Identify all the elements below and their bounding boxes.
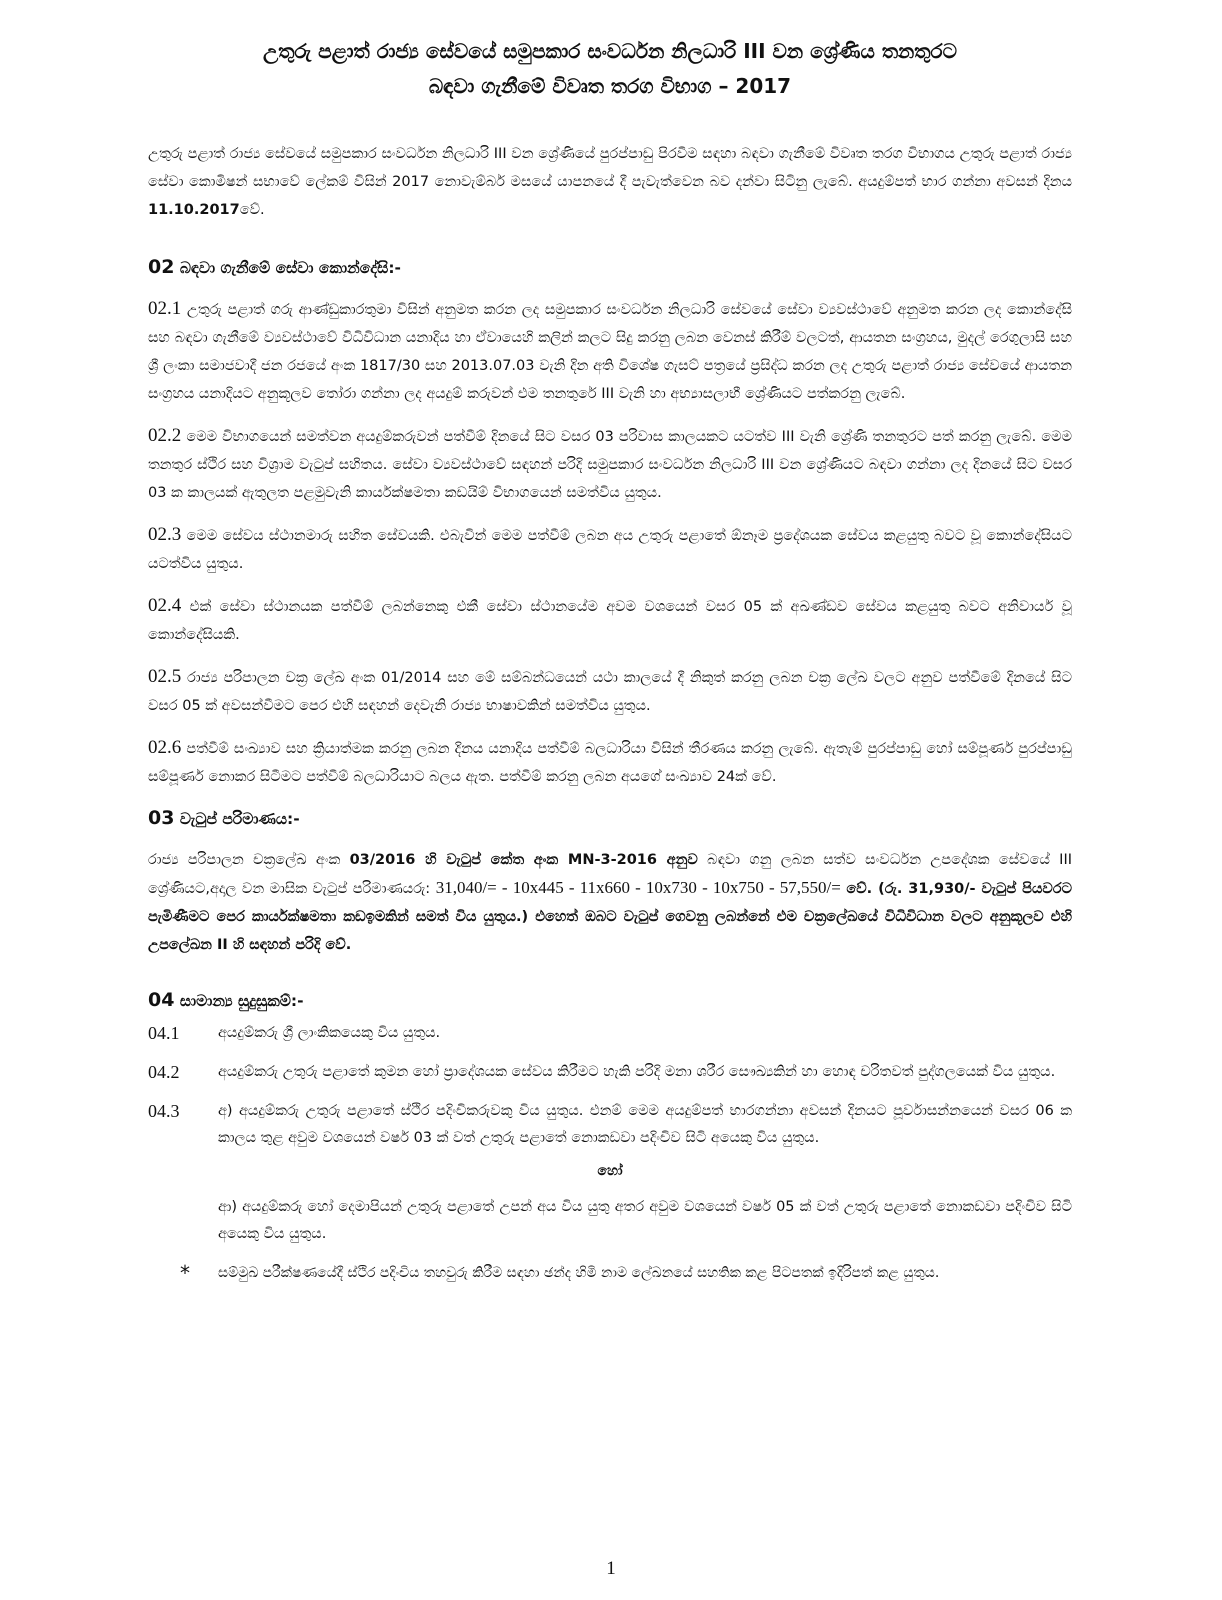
section-02-heading xyxy=(148,254,1072,281)
salary-scale: 31,040/= - 10x445 - 11x660 - 10x730 - 10x750 - 57,550/= xyxy=(435,878,841,897)
clause-text: අයදුම්කරු ශ්‍රී ලාංකිකයෙකු විය යුතුය. xyxy=(218,1025,441,1041)
page-number: 1 xyxy=(606,1558,616,1579)
clause-04-3 xyxy=(148,1098,1072,1152)
salary-text-d: වේ. (රු. 31,930/- වැටුප් පියවරට පැමිණීමට පෙර කාර්යක්ෂමතා කඩඉමකින් සමත් විය යුතුය.) එහෙත් ඔබට වැටුප් ගෙවනු ලබන්නේ එම චක්‍රලේඛයේ විධිවිධාන වලට අනුකූලව එහි උපලේඛන II හි සඳහන් පරිදි වේ. xyxy=(148,881,1073,953)
clause-number: 04.1 xyxy=(148,1023,180,1043)
salary-scale-paragraph xyxy=(148,846,1072,959)
intro-text: උතුරු පළාත් රාජ්‍ය සේවයේ සමුපකාර සංවර්ධන නිලධාරි III වන ශ්‍රේණියේ පුරප්පාඩු පිරවීම සඳහා බඳවා ගැනීමේ විවෘත තරග විභාගය උතුරු පළාත් රාජ්‍ය සේවා කොමිෂන් සභාවේ ලේකම් විසින් 2017 නොවැම්බර් මසයේ යාපනයේ දී පැවැත්වෙන බව දන්වා සිටිනු ලැබේ. අයදුම්පත් භාර ගන්නා අවසන් දිනය xyxy=(148,146,1072,190)
clause-number: 02.5 xyxy=(148,666,182,687)
section-04-heading xyxy=(148,987,1072,1014)
clause-text: උතුරු පළාත් ගරු ආණ්ඩුකාරතුමා විසින් අනුමත කරන ලද සමුපකාර සංවර්ධන නිලධාරි සේවයේ සේවා ව්‍යවස්ථාවේ අනුමත කරන ලද කොන්දේසි සහ බඳවා ගැනීමේ ව්‍යවස්ථාවේ විධිවිධාන යනාදිය හා ඒවායෙහි කලින් කලට සිදු කරනු ලබන වෙනස් කිරීම් වලටත්, ආයතන සංග්‍රහය, මුදල් රෙගුලාසි සහ ශ්‍රී ලංකා සමාජවාදී ජන රජයේ අංක 1817/30 සහ 2013.07.03 වැනි දින අති විශේෂ ගැසට් පත්‍රයේ ප්‍රසිද්ධ කරන ලද උතුරු පළාත් රාජ්‍ය සේවයේ ආයතන සංග්‍රහය යනාදියට අනුකූලව තෝරා ගන්නා ලද අයදුම් කරුවන් එම තනතුරේ III වැනි හා අභ්‍යාසලාභී ශ්‍රේණියට පත්කරනු ලැබේ. xyxy=(148,302,1072,402)
footnote-mark: * xyxy=(180,1261,190,1285)
section-02-title: බඳවා ගැනීමේ සේවා කොන්දේසි:- xyxy=(179,259,401,277)
title-line-2: බඳවා ගැනීමේ විවෘත තරග විභාග – 2017 xyxy=(428,74,792,98)
closing-date: 11.10.2017 xyxy=(148,202,240,218)
clause-04-1 xyxy=(148,1020,1072,1047)
salary-code: 03/2016 හි වැටුප් කේත අංක MN-3-2016 අනුව xyxy=(349,852,698,868)
or-label: හෝ xyxy=(597,1163,623,1179)
clause-02-1 xyxy=(148,295,1072,408)
clause-number: 02.4 xyxy=(148,595,182,616)
clause-number: 04.2 xyxy=(148,1062,180,1082)
clause-04-2 xyxy=(148,1059,1072,1086)
footnote xyxy=(148,1260,1072,1286)
clause-text: ආ) අයදුම්කරු හෝ දෙමාපියන් උතුරු පළාතේ උපන් අය විය යුතු අතර අවුම වශයෙන් වර්ෂ 05 ක් වත් උතුරු පළාතේ නොකඩවා පදිංචිව සිටි අයෙකු විය යුතුය. xyxy=(218,1199,1072,1242)
clause-number: 02.3 xyxy=(148,524,182,545)
clause-02-5 xyxy=(148,663,1072,720)
clause-text: මෙම සේවය ස්ථානමාරු සහිත සේවයකි. එබැවින් මෙම පත්වීම් ලබන අය උතුරු පළාතේ ඕනෑම ප්‍රදේශයක සේවය කළයුතු බවට වූ කොන්දේසියට යටත්විය යුතුය. xyxy=(148,528,1072,572)
clause-text: අයදුම්කරු උතුරු පළාතේ කුමන හෝ ප්‍රාදේශයක සේවය කිරීමට හැකි පරිදි මනා ශරීර සෞඛ්‍යකින් හා හොඳ චරිතවත් පුද්ගලයෙක් විය යුතුය. xyxy=(218,1064,1056,1080)
clause-04-3-b xyxy=(148,1194,1072,1248)
section-03-heading xyxy=(148,805,1072,832)
document-title xyxy=(148,34,1072,104)
clause-number: 02.2 xyxy=(148,425,182,446)
clause-02-6 xyxy=(148,734,1072,791)
clause-text: පත්වීම් සංඛ්‍යාව සහ ක්‍රියාත්මක කරනු ලබන දිනය යනාදිය පත්වීම් බලධාරියා විසින් තීරණය කරනු ලැබේ. ඇතැම් පුරප්පාඩු හෝ සම්පූර්ණ පුරප්පාඩු සම්පූර්ණ නොකර සිටීමට පත්වීම් බලධාරියාට බලය ඇත. පත්වීම් කරනු ලබන අයගේ සංඛ්‍යාව 24ක් වේ. xyxy=(148,741,1073,785)
clause-number: 04.3 xyxy=(148,1101,180,1121)
clause-number: 02.1 xyxy=(148,298,182,319)
section-03-number: 03 xyxy=(148,807,175,829)
section-03-title: වැටුප් පරිමාණය:- xyxy=(179,810,300,828)
salary-text-a: රාජ්‍ය පරිපාලන චක්‍රලේඛ අංක xyxy=(148,852,341,868)
clause-number: 02.6 xyxy=(148,737,182,758)
section-04-title: සාමාන්‍ය සුදුසුකම්:- xyxy=(179,992,304,1010)
section-02-number: 02 xyxy=(148,256,175,278)
clause-text: එක් සේවා ස්ථානයක පත්වීම් ලබන්නෙකු එකී සේවා ස්ථානයේම අවම වශයෙන් වසර 05 ක් අඛණ්ඩව සේවය කළයුතු බවට අනිවාර්ය වූ කොන්දේසියකි. xyxy=(148,599,1073,643)
footnote-text: සම්මුඛ පරීක්ෂණයේදී ස්ථිර පදිංචිය තහවුරු කිරීම සඳහා ඡන්ද හිමි නාම ලේඛනයේ සහතික කළ පිටපතක් ඉදිරිපත් කළ යුතුය. xyxy=(218,1265,940,1281)
clause-text: අ) අයදුම්කරු උතුරු පළාතේ ස්ථිර පදිංචිකරුවකු විය යුතුය. එනම් මෙම අයදුම්පත් භාරගන්නා අවසන් දිනයට පූර්වාසන්නයෙන් වසර 06 ක කාලය තුළ අවුම වශයෙන් වර්ෂ 03 ක් වත් උතුරු පළාතේ නොකඩවා පදිංචිව සිටි අයෙකු විය යුතුය. xyxy=(218,1103,1072,1146)
intro-suffix: වේ. xyxy=(239,202,265,218)
clause-02-4 xyxy=(148,592,1072,649)
clause-text: මෙම විභාගයෙන් සමත්වන අයදුම්කරුවන් පත්වීම් දිනයේ සිට වසර 03 පරිවාස කාලයකට යටත්ව III වැනි ශ්‍රේණි තනතුරට පත් කරනු ලැබේ. මෙම තනතුර ස්ථිර සහ විශ්‍රාම වැටුප් සහිතය. සේවා ව්‍යවස්ථාවේ සඳහන් පරිදි සමුපකාර සංවර්ධන නිලධාරි III වන ශ්‍රේණියට බඳවා ගන්නා ලද දිනයේ සිට වසර 03 ක කාලයක් ඇතුලත පළමුවැනි කාර්යක්ෂමතා කඩයිම් විභාගයෙන් සමත්විය යුතුය. xyxy=(148,429,1073,501)
title-line-1: උතුරු පළාත් රාජ්‍ය සේවයේ සමුපකාර සංවර්ධන නිලධාරි III වන ශ්‍රේණිය තනතුරට xyxy=(262,39,958,63)
salary-text-c: බඳවා ගනු ලබන සත්ව සංවර්ධන උපදේශක සේවයේ III ශ්‍රේණියට,අදාල වන මාසික වැටුප් පරිමාණයරු: xyxy=(148,852,1072,897)
clause-02-3 xyxy=(148,521,1072,578)
clause-02-2 xyxy=(148,422,1072,507)
section-04-number: 04 xyxy=(148,989,175,1011)
intro-paragraph xyxy=(148,140,1072,224)
clause-text: රාජ්‍ය පරිපාලන චක්‍ර ලේඛ අංක 01/2014 සහ මේ සම්බන්ධයෙන් යථා කාලයේ දී නිකුත් කරනු ලබන චක්‍ර ලේඛ වලට අනුව පත්වීමේ දිනයේ සිට වසර 05 ක් අවසන්වීමට පෙර එහි සඳහන් දෙවැනි රාජ්‍ය භාෂාවකින් සමත්විය යුතුය. xyxy=(148,670,1073,714)
